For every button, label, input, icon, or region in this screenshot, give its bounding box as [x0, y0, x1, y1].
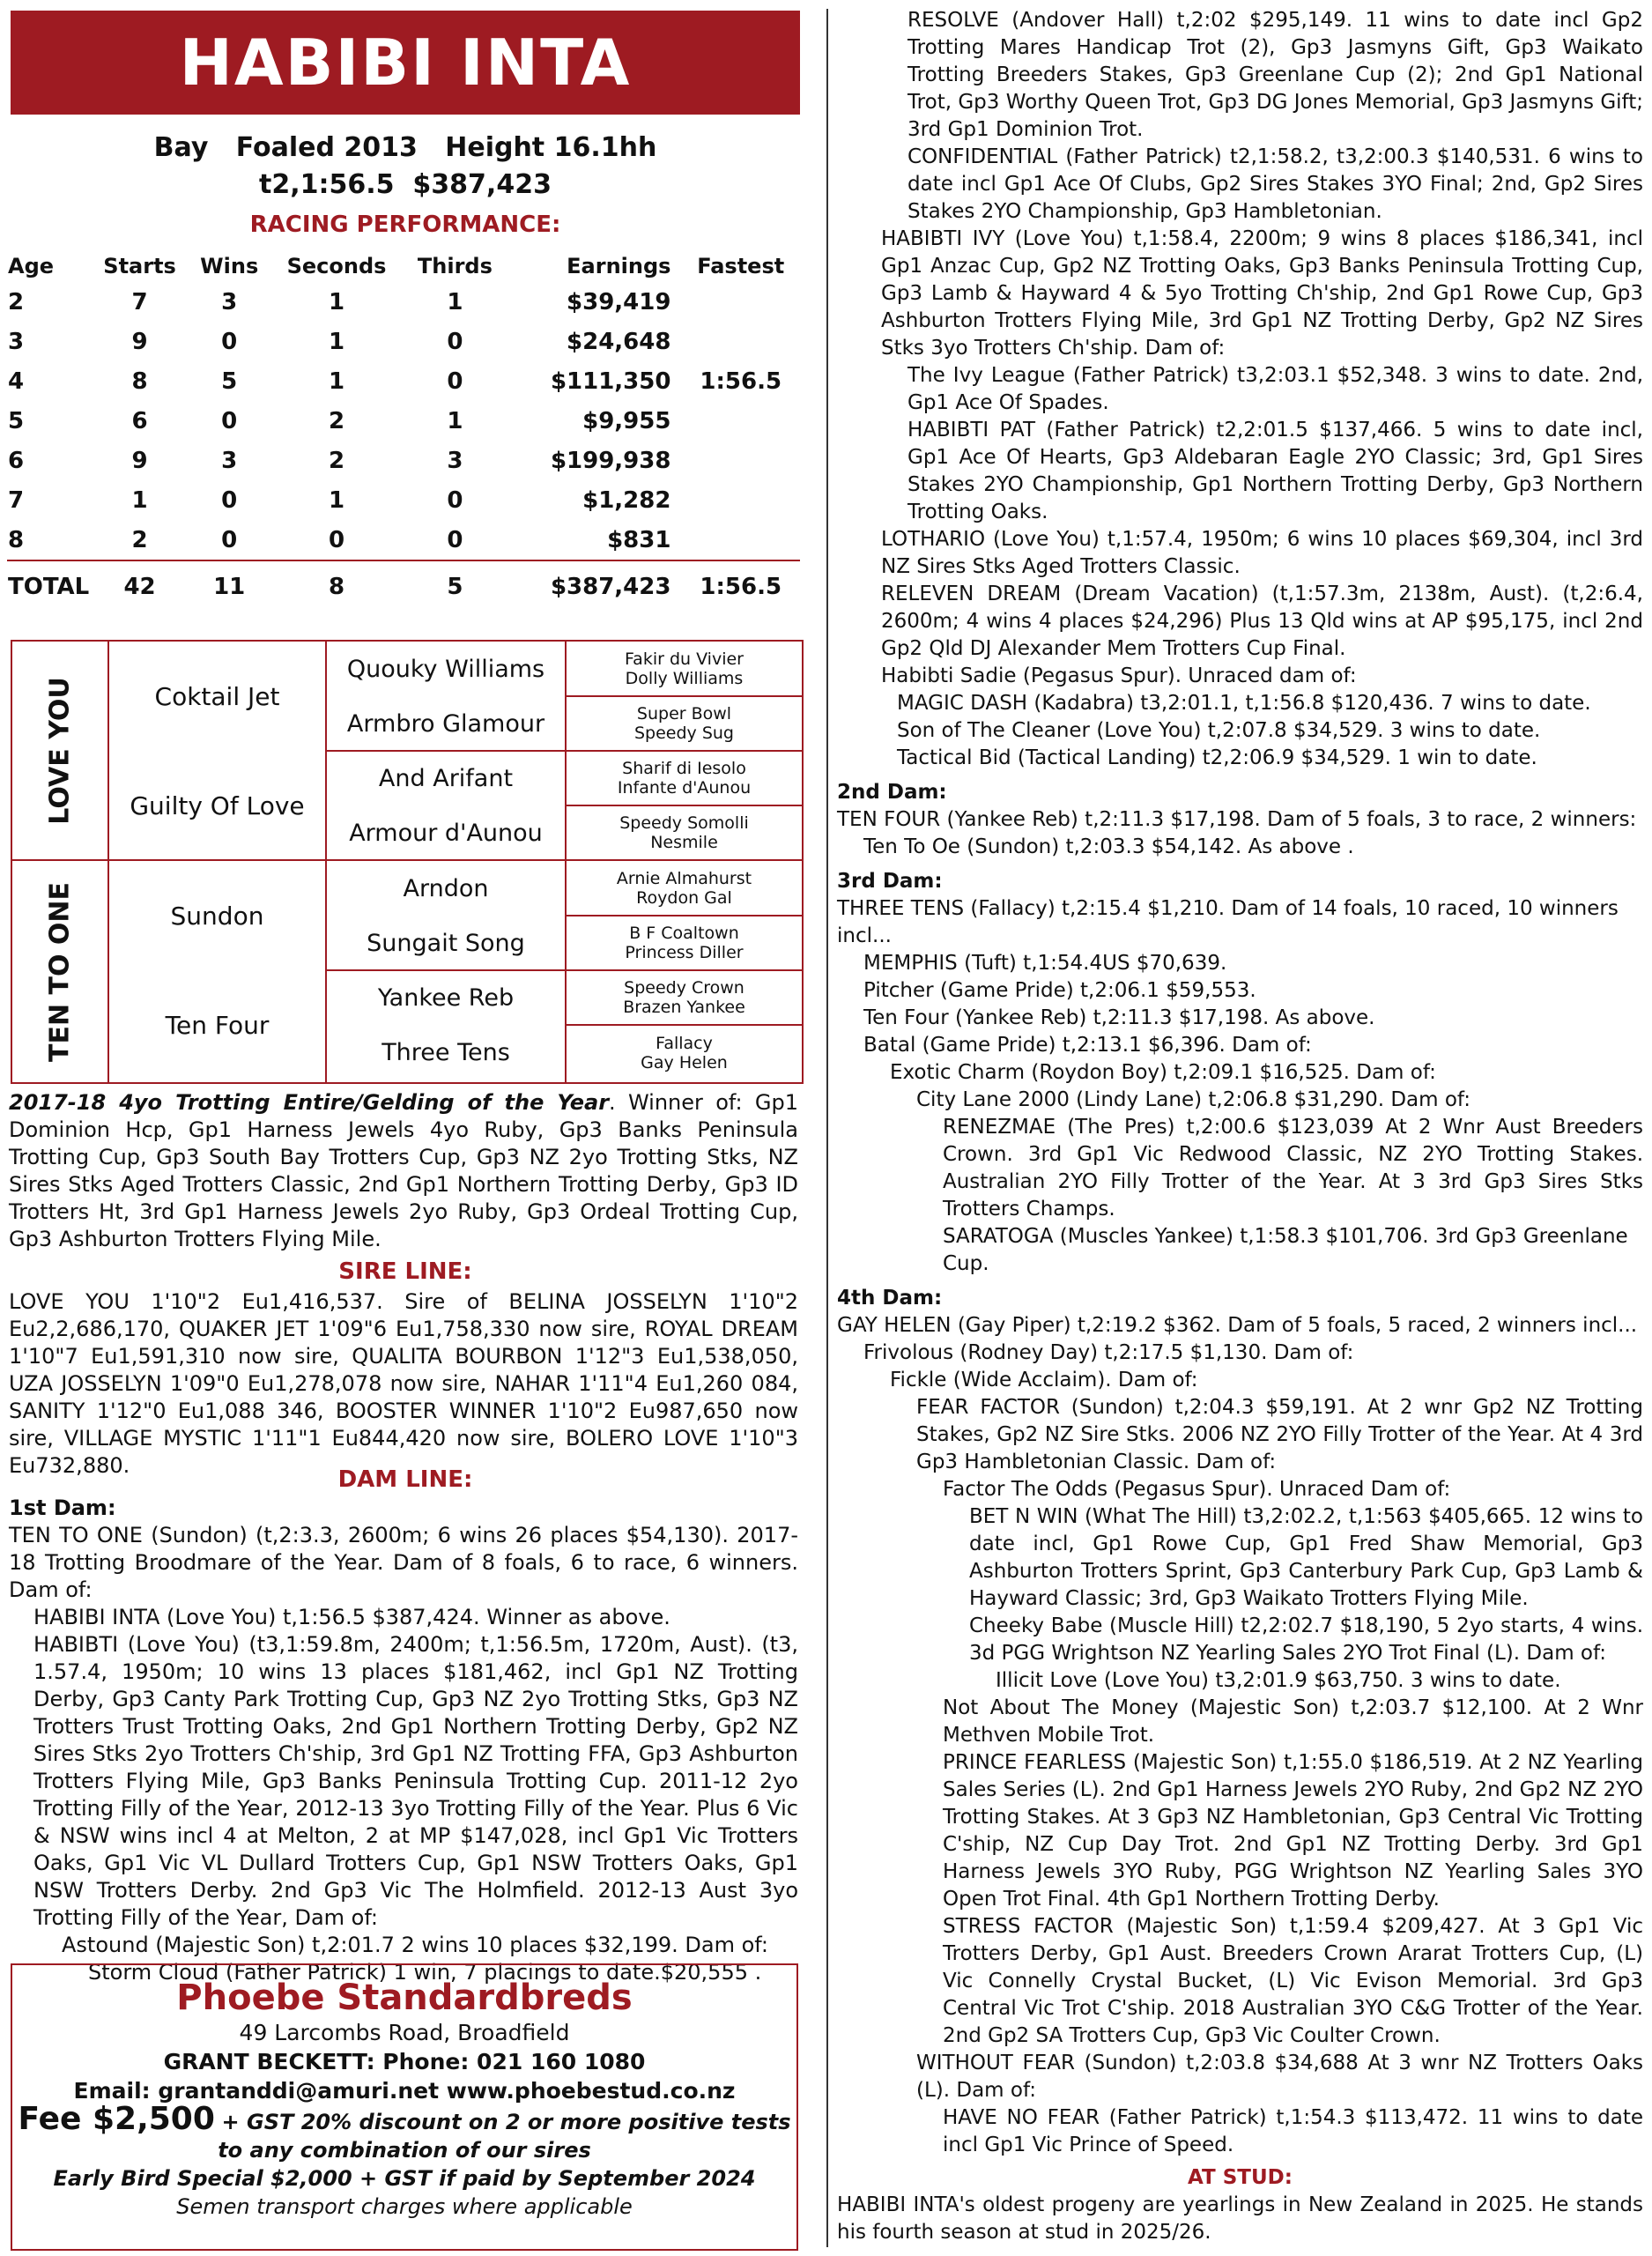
table-cell: $111,350	[550, 367, 671, 395]
not-about-the-money-entry: Not About The Money (Majestic Son) t,2:03.7 $12,100. At 2 Wnr Methven Mobile Trot.	[943, 1696, 1643, 1747]
semen-transport-note: Semen transport charges where applicable	[176, 2194, 633, 2219]
table-cell: 8	[270, 560, 404, 612]
table-cell: 6	[131, 407, 148, 434]
stud-contact[interactable]: GRANT BECKETT: Phone: 021 160 1080	[163, 2049, 646, 2074]
third-dam-label: 3rd Dam:	[837, 870, 943, 893]
second-dam-label: 2nd Dam:	[837, 781, 947, 804]
table-cell: 0	[328, 526, 345, 553]
memphis-entry: MEMPHIS (Tuft) t,1:54.4US $70,639.	[863, 952, 1227, 975]
pedigree-gen2: Coktail Jet	[154, 681, 280, 711]
table-row	[7, 361, 800, 401]
pedigree-gen2: Ten Four	[165, 1011, 270, 1040]
astound-entry: Astound (Majestic Son) t,2:01.7 2 wins 10 places $32,199. Dam of:	[62, 1933, 768, 1957]
table-cell: 11	[189, 560, 270, 612]
table-cell: 7	[8, 486, 25, 514]
table-cell: $9,955	[582, 407, 671, 434]
first-dam-label: 1st Dam:	[9, 1495, 116, 1520]
fee-discount-line2: to any combination of our sires	[218, 2138, 591, 2163]
racing-performance-table	[7, 250, 800, 612]
column-divider	[826, 9, 828, 2247]
early-bird-offer: Early Bird Special $2,000 + GST if paid by September 2024	[53, 2166, 756, 2191]
table-cell: 42	[90, 560, 189, 612]
stud-fee	[12, 2101, 796, 2137]
batal-entry: Batal (Game Pride) t,2:13.1 $6,396. Dam of:	[863, 1034, 1312, 1057]
lothario-entry: LOTHARIO (Love You) t,1:57.4, 1950m; 6 wins 10 places $69,304, incl 3rd NZ Sires Stks Aged Trotters Classic.	[881, 528, 1643, 578]
table-cell: 4	[8, 367, 25, 395]
pedigree-gen4: Speedy Crown Brazen Yankee	[623, 978, 745, 1017]
table-cell: 2	[328, 407, 345, 434]
stress-factor-entry: STRESS FACTOR (Majestic Son) t,1:59.4 $209,427. At 3 Gp1 Vic Trotters Derby, Gp1 Aust. Breeders Crown Ararat Trotters Cup, (L) Vic Connelly Crystal Bucket, (L) Vic Evison Memorial. 3rd Gp3 Central Vic Trot C'ship. 2018 Australian 3YO C&G Trotter of the Year. 2nd Gp2 SA Trotters Cup, Gp3 Vic Coulter Crown.	[943, 1915, 1643, 2047]
table-cell: 3	[221, 447, 238, 474]
table-cell	[681, 441, 800, 480]
right-column	[837, 0, 1643, 2256]
pedigree-gen3: Yankee Reb	[377, 983, 515, 1012]
table-cell: 1	[328, 367, 345, 395]
table-cell: 1	[447, 407, 463, 434]
table-cell: 8	[8, 526, 25, 553]
table-cell	[681, 322, 800, 361]
pedigree-gen4: Sharif di Iesolo Infante d'Aunou	[617, 759, 752, 798]
saratoga-entry: SARATOGA (Muscles Yankee) t,1:58.3 $101,706. 3rd Gp3 Greenlane Cup.	[943, 1225, 1628, 1275]
gay-helen-entry: GAY HELEN (Gay Piper) t,2:19.2 $362. Dam of 5 foals, 5 raced, 2 winners incl...	[837, 1314, 1638, 1337]
fear-factor-entry: FEAR FACTOR (Sundon) t,2:04.3 $59,191. At 2 wnr Gp2 NZ Trotting Stakes, Gp2 NZ Sire Stks. 2006 NZ 2YO Filly Trotter of the Year. At 4 3rd Gp3 Hambletonian Classic. Dam of:	[916, 1396, 1643, 1473]
table-cell: 2	[131, 526, 148, 553]
summary-honour: 2017-18 4yo Trotting Entire/Gelding of the Year	[9, 1090, 610, 1115]
ten-four-2-entry: Ten Four (Yankee Reb) t,2:11.3 $17,198. As above.	[863, 1006, 1375, 1029]
table-cell: $387,423	[506, 560, 681, 612]
without-fear-entry: WITHOUT FEAR (Sundon) t,2:03.8 $34,688 At 3 wnr NZ Trotters Oaks (L). Dam of:	[916, 2052, 1643, 2102]
fee-discount: + GST 20% discount on 2 or more positive tests	[221, 2110, 791, 2134]
horse-name-title: HABIBI INTA	[179, 26, 632, 100]
table-cell: $39,419	[567, 288, 671, 315]
column-header: Thirds	[417, 254, 493, 278]
table-total-row	[7, 560, 800, 612]
table-cell: 1	[328, 328, 345, 355]
pedigree-gen2: Sundon	[170, 901, 264, 931]
table-cell: 0	[221, 486, 238, 514]
magic-dash-entry: MAGIC DASH (Kadabra) t3,2:01.1, t,1:56.8 $120,436. 7 wins to date.	[897, 692, 1591, 715]
dam-name: TEN TO ONE	[44, 881, 76, 1062]
horse-record: t2,1:56.5 $387,423	[259, 169, 552, 200]
bet-n-win-entry: BET N WIN (What The Hill) t3,2:02.2, t,1:563 $405,665. 12 wins to date incl, Gp1 Rowe Cup, Gp1 Fred Shaw Memorial, Gp3 Ashburton Trotters Sprint, Gp3 Canterbury Park Cup, Gp3 Lamb & Hayward Classic; 3rd, Gp3 Waikato Trotters Flying Mile.	[969, 1505, 1643, 1610]
racing-performance-title: RACING PERFORMANCE:	[249, 212, 561, 238]
table-cell: 0	[447, 526, 463, 553]
pedigree-gen3: Armour d'Aunou	[349, 819, 543, 847]
table-row	[7, 322, 800, 361]
table-cell: 5	[8, 407, 25, 434]
stud-email[interactable]: Email: grantanddi@amuri.net www.phoebestud.co.nz	[73, 2078, 736, 2104]
tactical-bid-entry: Tactical Bid (Tactical Landing) t2,2:06.9 $34,529. 1 win to date.	[897, 746, 1537, 769]
pedigree-gen3: Sungait Song	[367, 929, 525, 957]
exotic-charm-entry: Exotic Charm (Roydon Boy) t,2:09.1 $16,525. Dam of:	[890, 1061, 1436, 1084]
stud-advertisement	[11, 1963, 798, 2251]
table-cell: 3	[447, 447, 463, 474]
table-cell	[681, 401, 800, 441]
table-cell: 0	[447, 367, 463, 395]
three-tens-entry: THREE TENS (Fallacy) t,2:15.4 $1,210. Dam of 14 foals, 10 raced, 10 winners incl...	[837, 897, 1619, 947]
pedigree-gen4: Arnie Almahurst Roydon Gal	[616, 869, 752, 908]
fourth-dam-label: 4th Dam:	[837, 1287, 943, 1310]
at-stud-title: AT STUD:	[1188, 2166, 1293, 2189]
table-cell: $1,282	[582, 486, 671, 514]
frivolous-entry: Frivolous (Rodney Day) t,2:17.5 $1,130. Dam of:	[863, 1341, 1354, 1364]
table-cell: 0	[221, 526, 238, 553]
pedigree-gen4: Fallacy Gay Helen	[641, 1033, 728, 1072]
table-cell: 5	[221, 367, 238, 395]
table-cell	[681, 282, 800, 322]
table-cell: TOTAL	[7, 560, 90, 612]
table-cell: 5	[404, 560, 506, 612]
table-cell: 3	[221, 288, 238, 315]
sire-block	[12, 642, 109, 860]
horse-description: Bay Foaled 2013 Height 16.1hh	[153, 132, 657, 163]
son-of-the-cleaner-entry: Son of The Cleaner (Love You) t,2:07.8 $34,529. 3 wins to date.	[897, 719, 1541, 742]
column-header: Starts	[103, 254, 176, 278]
sire-name: LOVE YOU	[44, 677, 76, 825]
table-cell: $199,938	[550, 447, 671, 474]
illicit-love-entry: Illicit Love (Love You) t3,2:01.9 $63,750. 3 wins to date.	[996, 1669, 1561, 1692]
pedigree-gen3: Quouky Williams	[346, 655, 545, 683]
ten-four-entry: TEN FOUR (Yankee Reb) t,2:11.3 $17,198. Dam of 5 foals, 3 to race, 2 winners:	[837, 808, 1637, 831]
pedigree-gen3: Armbro Glamour	[346, 709, 545, 738]
table-cell: 0	[447, 486, 463, 514]
table-row	[7, 401, 800, 441]
title-banner	[11, 11, 800, 115]
summary-paragraph	[9, 1089, 798, 1253]
city-lane-entry: City Lane 2000 (Lindy Lane) t,2:06.8 $31,290. Dam of:	[916, 1088, 1471, 1111]
table-cell	[681, 480, 800, 520]
renezmae-entry: RENEZMAE (The Pres) t,2:00.6 $123,039 At 2 Wnr Aust Breeders Crown. 3rd Gp1 Vic Redwood Classic, NZ 2YO Trotting Stakes. Australian 2YO Filly Trotter of the Year. At 3 3rd Gp3 Sires Stks Trotters Champs.	[943, 1116, 1643, 1221]
ivy-league-entry: The Ivy League (Father Patrick) t3,2:03.1 $52,348. 3 wins to date. 2nd, Gp1 Ace Of Spades.	[907, 364, 1643, 414]
pedigree-gen3: Three Tens	[382, 1039, 510, 1066]
pedigree-gen2: Guilty Of Love	[130, 790, 305, 820]
table-cell: 9	[131, 447, 148, 474]
confidential-entry: CONFIDENTIAL (Father Patrick) t2,1:58.2, t3,2:00.3 $140,531. 6 wins to date incl Gp1 Ace Of Clubs, Gp2 Sires Stakes 3YO Final; 2nd, Gp2 Sires Stakes 2YO Championship, Gp3 Hambletonian.	[907, 145, 1643, 223]
at-stud-text: HABIBI INTA's oldest progeny are yearlings in New Zealand in 2025. He stands his fourth season at stud in 2025/26.	[837, 2193, 1643, 2244]
table-cell: $831	[607, 526, 671, 553]
table-header-row	[7, 250, 800, 282]
table-cell: 9	[131, 328, 148, 355]
pedigree-gen4: Speedy Somolli Nesmile	[619, 813, 749, 852]
summary-text: . Winner of: Gp1 Dominion Hcp, Gp1 Harness Jewels 4yo Ruby, Gp3 Banks Peninsula Trotting Cup, Gp3 South Bay Trotters Cup, Gp3 NZ 2yo Trotting Stks, NZ Sires Stks Aged Trotters Classic, 2nd Gp1 Northern Trotting Derby, Gp3 ID Trotters Ht, 3rd Gp1 Harness Jewels 2yo Ruby, Gp3 Ordeal Trotting Cup, Gp3 Ashburton Trotters Flying Mile.	[9, 1090, 798, 1251]
pedigree-gen4: B F Coaltown Princess Diller	[625, 924, 744, 962]
ten-to-oe-entry: Ten To Oe (Sundon) t,2:03.3 $54,142. As above .	[863, 835, 1354, 858]
table-cell: $24,648	[567, 328, 671, 355]
left-column	[0, 0, 811, 2256]
dam-block	[12, 861, 109, 1082]
fickle-entry: Fickle (Wide Acclaim). Dam of:	[890, 1369, 1198, 1391]
pedigree-gen3: And Arifant	[378, 764, 514, 792]
habibi-inta-entry: HABIBI INTA (Love You) t,1:56.5 $387,424. Winner as above.	[33, 1605, 670, 1629]
table-cell: 1	[328, 486, 345, 514]
pedigree-chart	[11, 640, 804, 1084]
dam-line-block	[9, 1495, 798, 1986]
table-row	[7, 480, 800, 520]
pitcher-entry: Pitcher (Game Pride) t,2:06.1 $59,553.	[863, 979, 1256, 1002]
table-cell	[681, 520, 800, 560]
table-cell: 8	[131, 367, 148, 395]
habibti-entry: HABIBTI (Love You) (t3,1:59.8m, 2400m; t,1:56.5m, 1720m, Aust). (t3, 1.57.4, 1950m; 10 wins 13 places $181,462, incl Gp1 NZ Trotting Derby, Gp3 Canty Park Trotting Cup, Gp3 NZ 2yo Trotting Stks, Gp3 NZ Trotters Trust Trotting Oaks, 2nd Gp1 Northern Trotting Derby, Gp2 NZ Sires Stks 2yo Trotters Ch'ship, 3rd Gp1 NZ Trotting FFA, Gp3 Ashburton Trotters Flying Mile, Gp3 Banks Peninsula Trotting Cup. 2011-12 2yo Trotting Filly of the Year, 2012-13 3yo Trotting Filly of the Year. Plus 6 Vic & NSW wins incl 4 at Melton, 2 at MP $147,028, incl Gp1 Vic Trotters Oaks, Gp1 Vic VL Dullard Trotters Cup, Gp1 NSW Trotters Oaks, Gp1 NSW Trotters Derby. 2nd Gp3 Vic The Holmfield. 2012-13 Aust 3yo Trotting Filly of the Year, Dam of:	[33, 1632, 798, 1930]
table-cell: 1	[328, 288, 345, 315]
prince-fearless-entry: PRINCE FEARLESS (Majestic Son) t,1:55.0 $186,519. At 2 NZ Yearling Sales Series (L). 2nd Gp1 Harness Jewels 2YO Ruby, 2nd Gp2 NZ 2YO Trotting Stakes. At 3 Gp3 NZ Hambletonian, Gp3 Central Vic Trotting C'ship, NZ Cup Day Trot. 2nd Gp1 NZ Trotting Derby. 3rd Gp1 Harness Jewels 3YO Ruby, PGG Wrightson NZ Yearling Sales 3YO Open Trot Final. 4th Gp1 Northern Trotting Derby.	[943, 1751, 1643, 1911]
table-cell: 1	[131, 486, 148, 514]
habibti-sadie-entry: Habibti Sadie (Pegasus Spur). Unraced dam of:	[881, 664, 1357, 687]
table-cell: 3	[8, 328, 25, 355]
pedigree-gen3: Arndon	[403, 874, 489, 902]
resolve-entry: RESOLVE (Andover Hall) t,2:02 $295,149. 11 wins to date incl Gp2 Trotting Mares Handicap Trot (2), Gp3 Jasmyns Gift, Gp3 Waikato Trotting Breeders Stakes, Gp3 Greenlane Cup (2); 2nd Gp1 National Trot, Gp3 Worthy Queen Trot, Gp3 DG Jones Memorial, Gp3 Jasmyns Gift; 3rd Gp1 Dominion Trot.	[907, 9, 1643, 141]
table-cell: 2	[8, 288, 25, 315]
column-header: Fastest	[697, 254, 785, 278]
pedigree-gen4: Fakir du Vivier Dolly Williams	[625, 649, 744, 688]
table-cell: 0	[447, 328, 463, 355]
table-row	[7, 441, 800, 480]
table-cell: 1:56.5	[681, 560, 800, 612]
habibti-pat-entry: HABIBTI PAT (Father Patrick) t2,2:01.5 $137,466. 5 wins to date incl, Gp1 Ace Of Hearts, Gp3 Aldebaran Eagle 2YO Classic; 3rd, Gp1 Sires Stakes 2YO Championship, Gp1 Northern Trotting Derby, Gp3 Northern Trotting Oaks.	[907, 419, 1643, 523]
column-header: Earnings	[567, 254, 671, 278]
factor-the-odds-entry: Factor The Odds (Pegasus Spur). Unraced Dam of:	[943, 1478, 1451, 1501]
stud-name: Phoebe Standardbreds	[176, 1978, 633, 2018]
sire-line-title: SIRE LINE:	[338, 1258, 472, 1285]
storm-cloud-entry: Storm Cloud (Father Patrick) 1 win, 7 placings to date.$20,555 .	[88, 1960, 762, 1985]
releven-dream-entry: RELEVEN DREAM (Dream Vacation) (t,1:57.3m, 2138m, Aust). (t,2:6.4, 2600m; 4 wins 4 places $24,296) Plus 13 Qld wins at AP $95,175, incl 2nd Gp2 Qld DJ Alexander Mem Trotters Cup Final.	[881, 583, 1643, 660]
table-cell: 1:56.5	[700, 367, 782, 395]
table-cell: 7	[131, 288, 148, 315]
table-row	[7, 520, 800, 560]
pedigree-gen4: Super Bowl Speedy Sug	[633, 704, 734, 743]
stud-address: 49 Larcombs Road, Broadfield	[239, 2020, 570, 2045]
dam-line-title: DAM LINE:	[337, 1466, 473, 1493]
cheeky-babe-entry: Cheeky Babe (Muscle Hill) t2,2:02.7 $18,190, 5 2yo starts, 4 wins. 3d PGG Wrightson NZ Yearling Sales 2YO Trot Final (L). Dam of:	[969, 1614, 1643, 1665]
table-row	[7, 282, 800, 322]
first-dam-text: TEN TO ONE (Sundon) (t,2:3.3, 2600m; 6 wins 26 places $54,130). 2017-18 Trotting Broodmare of the Year. Dam of 8 foals, 6 to race, 6 winners. Dam of:	[9, 1523, 798, 1602]
sire-line-text: LOVE YOU 1'10"2 Eu1,416,537. Sire of BELINA JOSSELYN 1'10"2 Eu2,2,686,170, QUAKER JET 1'09"6 Eu1,758,330 now sire, ROYAL DREAM 1'10"7 Eu1,591,310 now sire, QUALITA BOURBON 1'12"3 Eu1,538,050, UZA JOSSELYN 1'09"0 Eu1,278,078 now sire, NAHAR 1'11"4 Eu1,260 084, SANITY 1'12"0 Eu1,088 346, BOOSTER WINNER 1'10"2 Eu987,650 now sire, VILLAGE MYSTIC 1'11"1 Eu844,420 now sire, BOLERO LOVE 1'10"3 Eu732,880.	[9, 1289, 798, 1478]
table-cell: 1	[447, 288, 463, 315]
table-cell: 0	[221, 407, 238, 434]
fee-amount: Fee $2,500	[18, 2101, 215, 2137]
column-header: Seconds	[286, 254, 387, 278]
table-cell: 6	[8, 447, 25, 474]
table-cell: 2	[328, 447, 345, 474]
table-cell: 0	[221, 328, 238, 355]
progeny-continued	[837, 7, 1643, 2246]
column-header: Age	[8, 254, 55, 278]
habibti-ivy-entry: HABIBTI IVY (Love You) t,1:58.4, 2200m; 9 wins 8 places $186,341, incl Gp1 Anzac Cup, Gp2 NZ Trotting Oaks, Gp3 Banks Peninsula Trotting Cup, Gp3 Lamb & Hayward 4 & 5yo Trotting Ch'ship, 2nd Gp1 Rowe Cup, Gp3 Ashburton Trotters Flying Mile, 3rd Gp1 NZ Trotting Derby, Gp2 NZ Sires Stks 3yo Trotters Ch'ship. Dam of:	[881, 227, 1643, 360]
column-header: Wins	[200, 254, 259, 278]
have-no-fear-entry: HAVE NO FEAR (Father Patrick) t,1:54.3 $113,472. 11 wins to date incl Gp1 Vic Prince of Speed.	[943, 2106, 1643, 2156]
